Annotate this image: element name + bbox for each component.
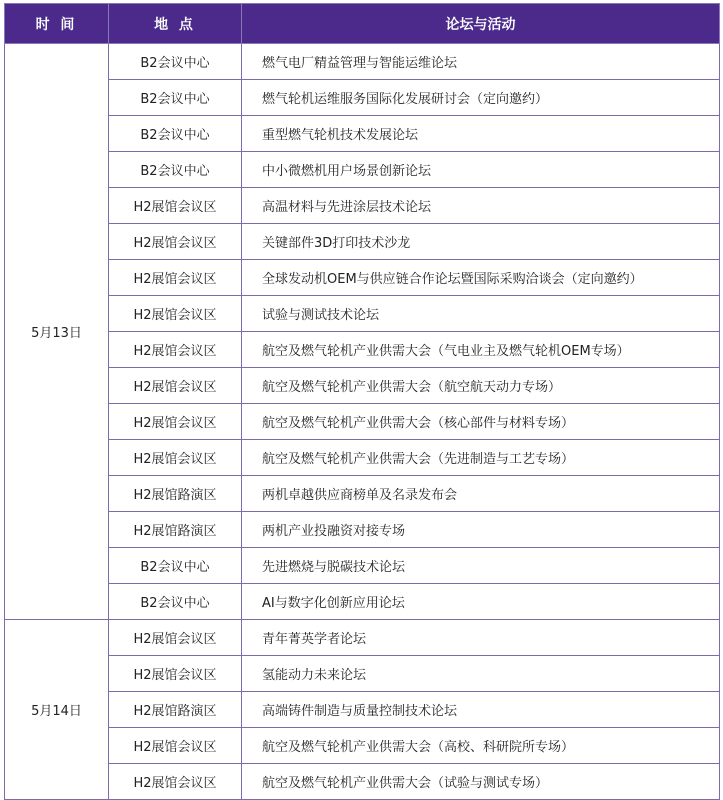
venue-cell: H2展馆路演区 [109, 692, 242, 728]
table-row [5, 368, 720, 404]
table-row [5, 152, 720, 188]
topic-cell: 航空及燃气轮机产业供需大会（高校、科研院所专场） [242, 728, 720, 764]
table-row [5, 404, 720, 440]
table-row [5, 44, 720, 80]
table-row [5, 512, 720, 548]
header-topic: 论坛与活动 [242, 4, 720, 44]
venue-cell: B2会议中心 [109, 584, 242, 620]
date-cell: 5月14日 [5, 620, 109, 800]
header-time: 时 间 [5, 4, 109, 44]
topic-cell: 燃气轮机运维服务国际化发展研讨会（定向邀约） [242, 80, 720, 116]
date-cell: 5月13日 [5, 44, 109, 620]
table-row [5, 224, 720, 260]
table-row [5, 296, 720, 332]
venue-cell: H2展馆会议区 [109, 656, 242, 692]
venue-cell: H2展馆会议区 [109, 296, 242, 332]
topic-cell: 高温材料与先进涂层技术论坛 [242, 188, 720, 224]
table-row [5, 692, 720, 728]
header-venue: 地 点 [109, 4, 242, 44]
table-row [5, 188, 720, 224]
venue-cell: H2展馆会议区 [109, 188, 242, 224]
venue-cell: H2展馆会议区 [109, 620, 242, 656]
venue-cell: B2会议中心 [109, 44, 242, 80]
schedule-container [4, 3, 719, 800]
table-row [5, 440, 720, 476]
venue-cell: H2展馆会议区 [109, 404, 242, 440]
venue-cell: H2展馆会议区 [109, 260, 242, 296]
topic-cell: 氢能动力未来论坛 [242, 656, 720, 692]
topic-cell: AI与数字化创新应用论坛 [242, 584, 720, 620]
topic-cell: 两机产业投融资对接专场 [242, 512, 720, 548]
venue-cell: H2展馆会议区 [109, 440, 242, 476]
table-row [5, 584, 720, 620]
venue-cell: B2会议中心 [109, 548, 242, 584]
topic-cell: 航空及燃气轮机产业供需大会（试验与测试专场） [242, 764, 720, 800]
venue-cell: H2展馆会议区 [109, 728, 242, 764]
topic-cell: 燃气电厂精益管理与智能运维论坛 [242, 44, 720, 80]
venue-cell: B2会议中心 [109, 152, 242, 188]
venue-cell: H2展馆路演区 [109, 512, 242, 548]
venue-cell: B2会议中心 [109, 80, 242, 116]
table-header [5, 4, 720, 44]
table-row [5, 620, 720, 656]
topic-cell: 两机卓越供应商榜单及名录发布会 [242, 476, 720, 512]
topic-cell: 高端铸件制造与质量控制技术论坛 [242, 692, 720, 728]
topic-cell: 中小微燃机用户场景创新论坛 [242, 152, 720, 188]
topic-cell: 航空及燃气轮机产业供需大会（航空航天动力专场） [242, 368, 720, 404]
table-row [5, 260, 720, 296]
table-row [5, 80, 720, 116]
topic-cell: 关键部件3D打印技术沙龙 [242, 224, 720, 260]
table-row [5, 548, 720, 584]
topic-cell: 航空及燃气轮机产业供需大会（气电业主及燃气轮机OEM专场） [242, 332, 720, 368]
topic-cell: 航空及燃气轮机产业供需大会（核心部件与材料专场） [242, 404, 720, 440]
venue-cell: H2展馆会议区 [109, 224, 242, 260]
table-row [5, 116, 720, 152]
table-body [5, 44, 720, 800]
venue-cell: H2展馆会议区 [109, 332, 242, 368]
venue-cell: H2展馆会议区 [109, 764, 242, 800]
topic-cell: 重型燃气轮机技术发展论坛 [242, 116, 720, 152]
topic-cell: 试验与测试技术论坛 [242, 296, 720, 332]
venue-cell: B2会议中心 [109, 116, 242, 152]
topic-cell: 青年菁英学者论坛 [242, 620, 720, 656]
table-row [5, 728, 720, 764]
topic-cell: 航空及燃气轮机产业供需大会（先进制造与工艺专场） [242, 440, 720, 476]
table-row [5, 332, 720, 368]
table-row [5, 656, 720, 692]
header-row [5, 4, 720, 44]
topic-cell: 先进燃烧与脱碳技术论坛 [242, 548, 720, 584]
venue-cell: H2展馆会议区 [109, 368, 242, 404]
table-row [5, 476, 720, 512]
schedule-table [4, 3, 720, 800]
topic-cell: 全球发动机OEM与供应链合作论坛暨国际采购洽谈会（定向邀约） [242, 260, 720, 296]
venue-cell: H2展馆路演区 [109, 476, 242, 512]
table-row [5, 764, 720, 800]
